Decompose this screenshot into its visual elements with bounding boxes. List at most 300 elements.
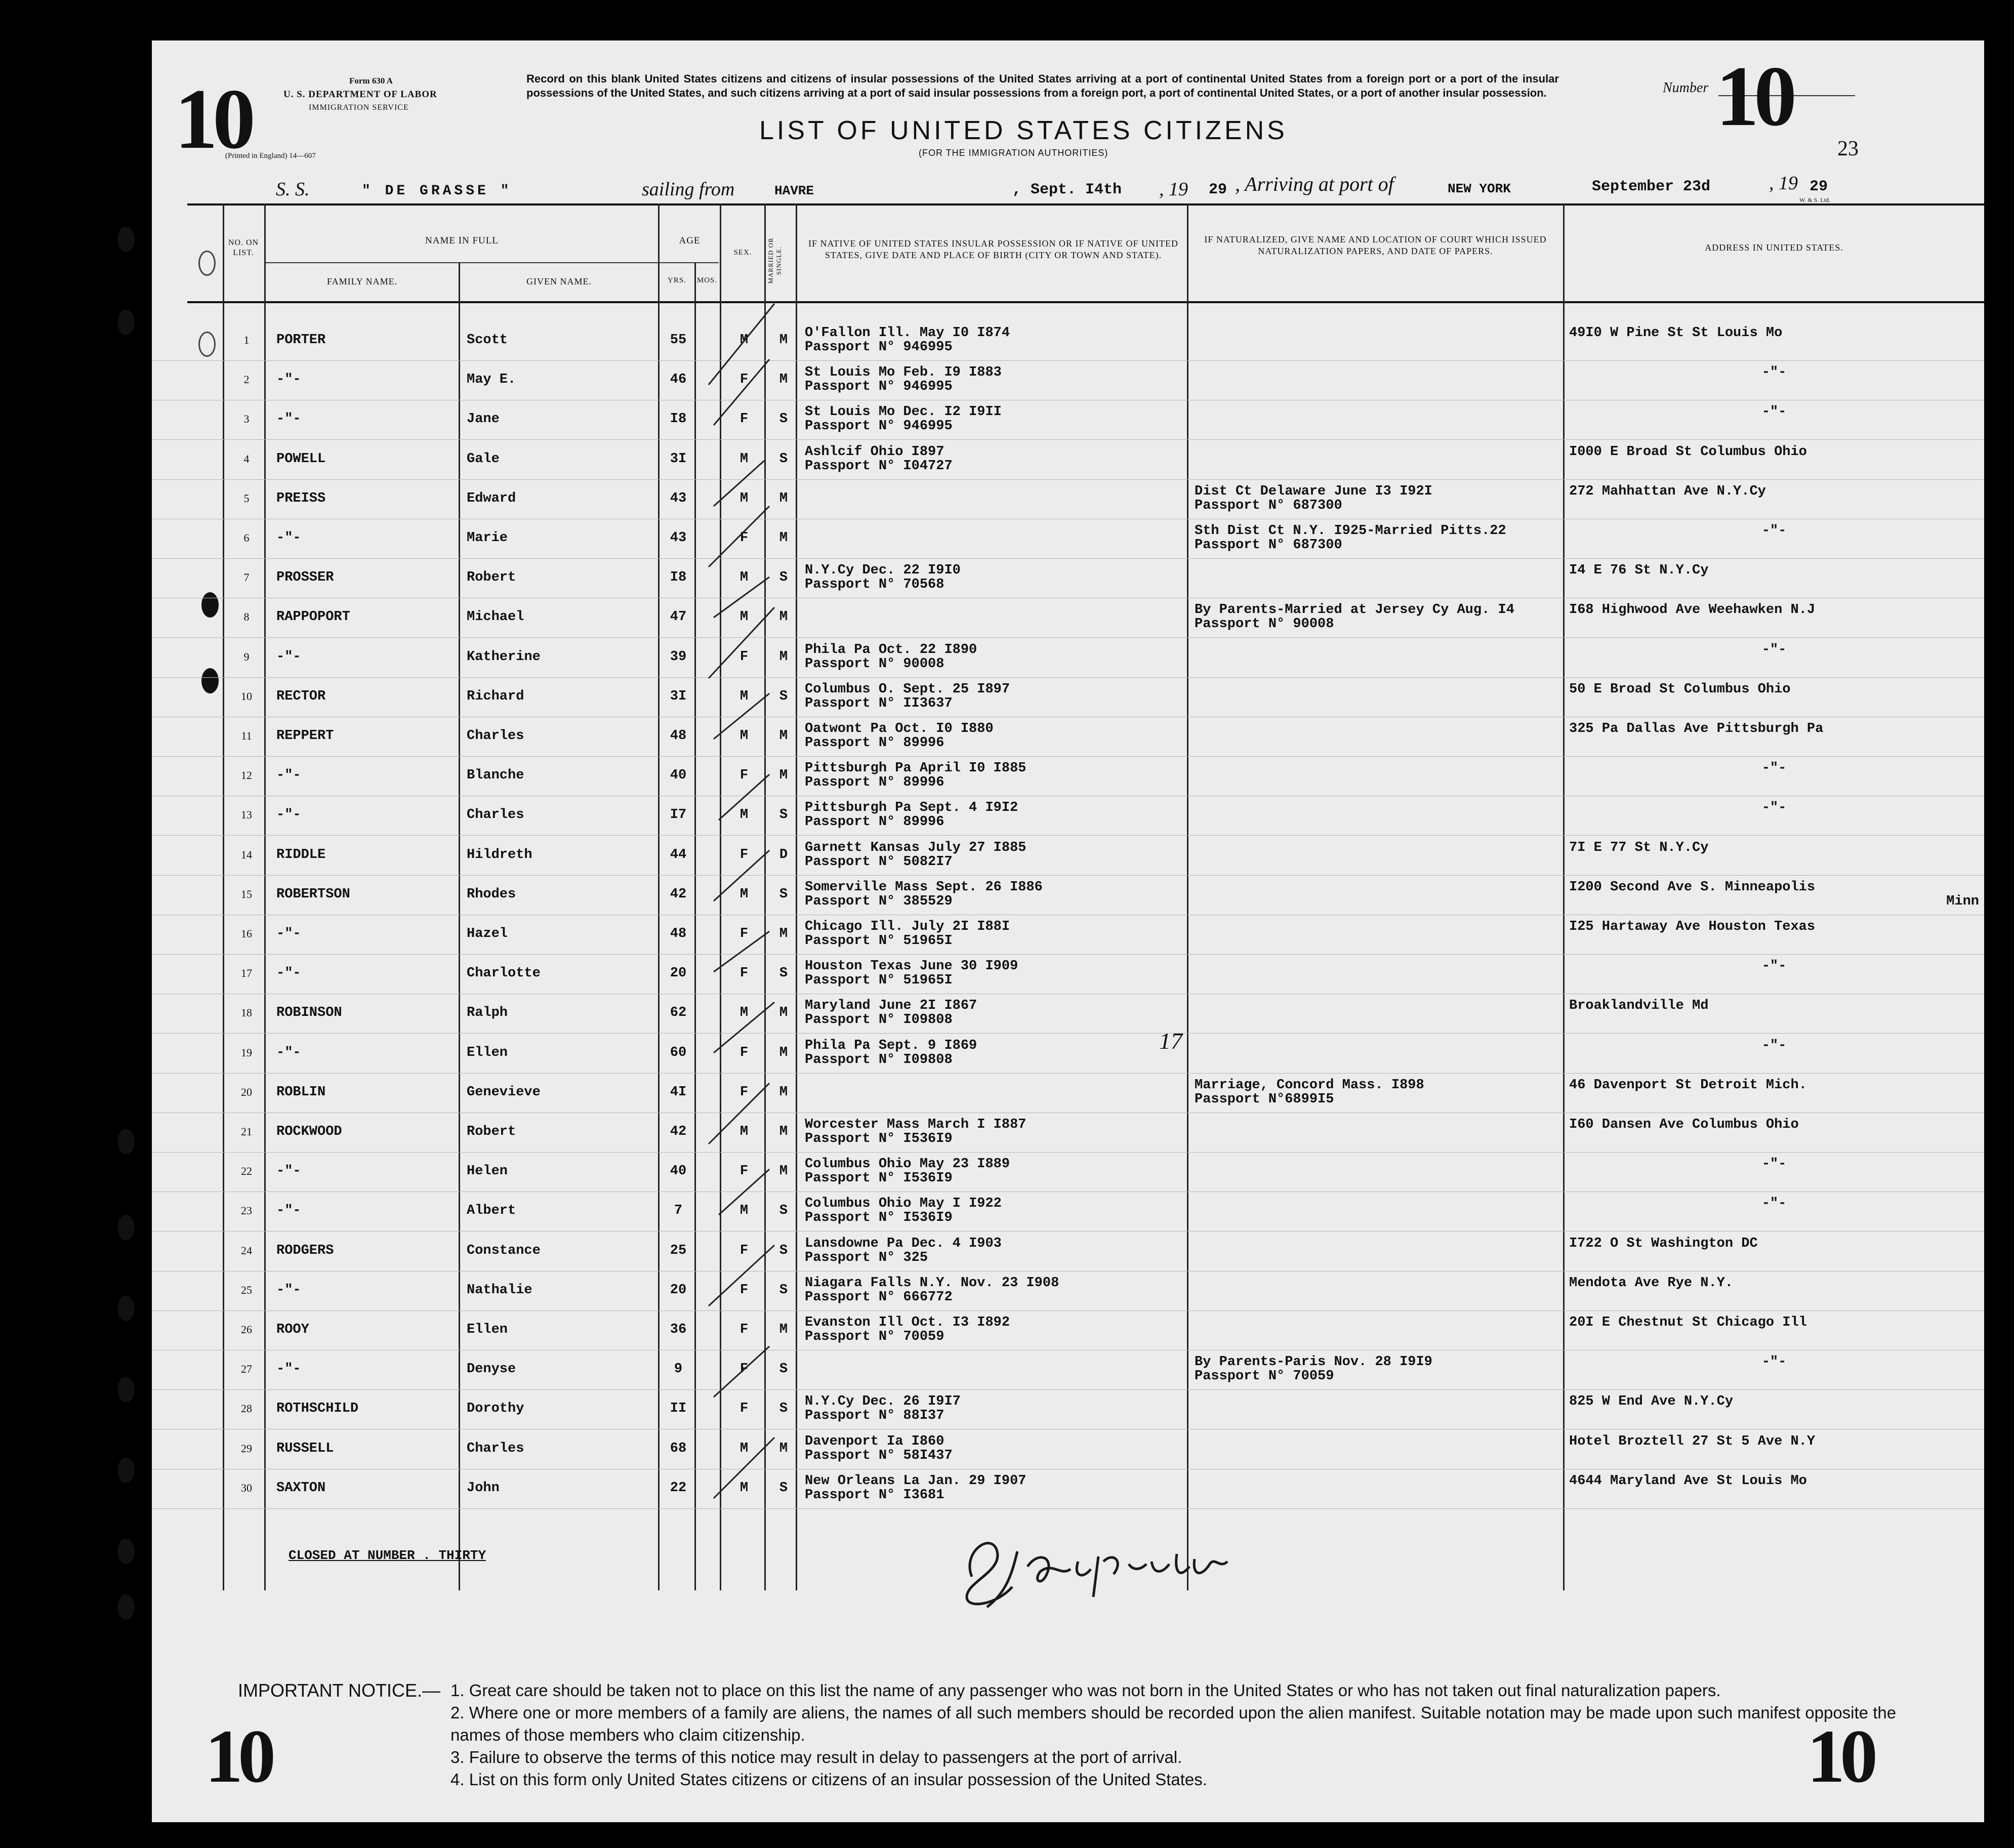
ss-label: S. S. [276,179,310,200]
row-rule [152,558,1984,559]
binder-hole [117,1377,135,1402]
given-name: Charles [467,728,524,744]
family-name: RIDDLE [276,847,326,863]
marital-status: S [779,1243,788,1258]
department: U. S. DEPARTMENT OF LABOR [283,89,437,100]
row-number: 29 [241,1442,252,1455]
address: 49I0 W Pine St St Louis Mo [1569,325,1783,341]
sex: M [739,807,749,823]
sex: F [739,412,749,427]
sex: M [739,333,749,348]
marital-status: D [779,847,788,863]
birth-passport: Passport N° 325 [805,1250,928,1265]
corner-number-bottom-left: 10 [205,1714,271,1798]
address: 46 Davenport St Detroit Mich. [1569,1078,1807,1093]
age-years: 42 [670,1124,687,1139]
marital-status: M [779,609,788,625]
row-number: 19 [241,1046,252,1059]
family-name: -"- [276,926,301,941]
notice-item-3: 3. Failure to observe the terms of this notice may result in delay to passengers at the port of arrival. [450,1748,1182,1767]
age-years: 9 [674,1362,683,1377]
col-header-age: AGE [679,235,701,246]
given-name: Scott [467,333,508,348]
col-divider [264,203,266,1590]
header-bottom-border [187,301,1984,303]
given-name: Richard [467,689,524,704]
sailing-year: 29 [1209,181,1227,198]
family-name: ROTHSCHILD [276,1401,359,1416]
address: -"- [1761,365,1787,380]
naturalization-court: Sth Dist Ct N.Y. I925-Married Pitts.22 [1195,523,1506,539]
marital-status: S [779,887,788,902]
family-name: -"- [276,807,301,823]
age-years: I8 [670,412,687,427]
age-years: 43 [670,491,687,506]
birth-passport: Passport N° I536I9 [805,1171,953,1186]
marital-status: M [779,1124,788,1139]
binder-hole [117,310,135,335]
address: -"- [1761,1196,1787,1211]
address: I68 Highwood Ave Weehawken N.J [1569,602,1816,618]
page-number: 23 [1837,137,1859,160]
birth-passport: Passport N° 89996 [805,775,944,790]
family-name: ROCKWOOD [276,1124,342,1139]
naturalization-passport: Passport N° 687300 [1195,498,1342,513]
sex: M [739,1441,749,1456]
sex: F [739,1164,749,1179]
row-rule [152,756,1984,757]
address: I000 E Broad St Columbus Ohio [1569,444,1807,460]
binder-hole [117,227,135,252]
sex: F [739,1085,749,1100]
age-years: 62 [670,1005,687,1020]
address: -"- [1761,523,1787,539]
address: -"- [1761,1354,1787,1370]
binder-hole [117,1296,135,1321]
age-years: 43 [670,530,687,546]
birth-place-date: Niagara Falls N.Y. Nov. 23 I908 [805,1276,1059,1291]
given-name: Rhodes [467,887,516,902]
year-prefix-2: , 19 [1769,173,1798,194]
binder-hole [198,251,216,276]
birth-place-date: Ashlcif Ohio I897 [805,444,944,460]
given-name: Katherine [467,649,541,665]
birth-place-date: Oatwont Pa Oct. I0 I880 [805,721,994,736]
birth-passport: Passport N° I09808 [805,1012,953,1028]
family-name: ROBLIN [276,1085,326,1100]
given-name: Charles [467,807,524,823]
list-number: 10 [1716,49,1792,144]
marital-status: M [779,491,788,506]
row-rule [152,439,1984,440]
col-header-no: NO. ON LIST. [228,238,259,257]
arrival-date: September 23d [1592,178,1711,195]
birth-passport: Passport N° 88I37 [805,1408,944,1423]
row-number: 5 [243,492,250,505]
family-name: SAXTON [276,1481,326,1496]
family-name: REPPERT [276,728,334,744]
address: -"- [1761,404,1787,420]
address: -"- [1761,642,1787,658]
sex: F [739,1243,749,1258]
address: 272 Mahhattan Ave N.Y.Cy [1569,484,1766,499]
birth-place-date: Davenport Ia I860 [805,1434,944,1449]
row-number: 18 [241,1006,252,1019]
age-years: 7 [674,1203,683,1218]
naturalization-passport: Passport N° 687300 [1195,538,1342,553]
birth-passport: Passport N° 51965I [805,933,953,949]
family-name: PROSSER [276,570,334,585]
row-number: 30 [241,1482,252,1494]
col-header-yrs: YRS. [668,276,686,284]
marital-status: M [779,1164,788,1179]
given-name: Nathalie [467,1283,532,1298]
marital-status: S [779,689,788,704]
number-label: Number [1663,80,1709,96]
row-number: 14 [241,848,252,861]
arrival-port: NEW YORK [1448,181,1511,196]
col-divider [459,262,460,1590]
marital-status: M [779,372,788,387]
col-header-birth: IF NATIVE OF UNITED STATES INSULAR POSSESSION OR IF NATIVE OF UNITED STATES, GIVE DATE AND PLACE OF BIRTH (CITY OR TOWN AND STATE). [808,238,1179,260]
sex: M [739,451,749,467]
given-name: Dorothy [467,1401,524,1416]
family-name: -"- [276,372,301,387]
col-header-family: FAMILY NAME. [326,276,398,286]
given-name: Ellen [467,1045,508,1060]
sex: M [739,1203,749,1218]
given-name: Constance [467,1243,541,1258]
row-number: 9 [243,650,250,663]
sex: M [739,609,749,625]
given-name: Michael [467,609,524,625]
marital-status: M [779,1005,788,1020]
birth-place-date: Pittsburgh Pa Sept. 4 I9I2 [805,800,1018,815]
col-header-naturalized: IF NATURALIZED, GIVE NAME AND LOCATION OF COURT WHICH ISSUED NATURALIZATION PAPERS, AND DATE OF PAPERS. [1204,234,1547,256]
marital-status: M [779,768,788,783]
closed-at-note: CLOSED AT NUMBER . THIRTY [289,1548,486,1563]
corner-number-bottom-right: 10 [1807,1714,1873,1798]
given-name: John [467,1481,500,1496]
row-number: 11 [241,729,252,742]
arrival-year: 29 [1810,178,1828,195]
given-name: Marie [467,530,508,546]
col-header-name: NAME IN FULL [425,235,499,246]
row-rule [152,1389,1984,1390]
notice-item-4: 4. List on this form only United States citizens or citizens of an insular possession of the United States. [450,1770,1207,1789]
marital-status: S [779,1203,788,1218]
sex: F [739,1045,749,1060]
list-subtitle: (FOR THE IMMIGRATION AUTHORITIES) [919,148,1108,158]
birth-place-date: Lansdowne Pa Dec. 4 I903 [805,1236,1002,1251]
arriving-label: , Arriving at port of [1235,173,1394,195]
row-number: 13 [241,808,252,821]
address: I25 Hartaway Ave Houston Texas [1569,919,1816,934]
form-number: Form 630 A [349,76,393,86]
age-years: 48 [670,728,687,744]
given-name: Charles [467,1441,524,1456]
address-line-2: Minn [1946,894,1979,909]
sex: M [739,689,749,704]
row-number: 12 [241,769,252,782]
address: -"- [1761,959,1787,974]
age-years: 42 [670,887,687,902]
year-prefix-1: , 19 [1159,179,1188,200]
col-divider [1187,203,1188,1590]
birth-place-date: Pittsburgh Pa April I0 I885 [805,761,1026,776]
birth-passport: Passport N° 946995 [805,340,953,355]
birth-place-date: Maryland June 2I I867 [805,998,977,1013]
col-header-married: MARRIED OR SINGLE. [767,237,783,284]
family-name: ROBERTSON [276,887,350,902]
naturalization-court: Marriage, Concord Mass. I898 [1195,1078,1424,1093]
address: -"- [1761,1157,1787,1172]
birth-place-date: Phila Pa Oct. 22 I890 [805,642,977,658]
age-years: 46 [670,372,687,387]
birth-passport: Passport N° 946995 [805,419,953,434]
age-subheader-line [658,262,719,263]
age-years: 25 [670,1243,687,1258]
address: I200 Second Ave S. Minneapolis [1569,880,1816,895]
sex: M [739,1124,749,1139]
naturalization-court: By Parents-Married at Jersey Cy Aug. I4 [1195,602,1514,618]
record-instructions: Record on this blank United States citizens and citizens of insular possessions of the United States arriving at a port of continental United States from a foreign port or a port of the insular possessions of the United States, and such citizens arriving at a port of said insular possessions from a foreign port, a port of continental United States, or a port of another insular possession. [526,72,1559,99]
given-name: Charlotte [467,966,541,981]
inspector-signature [952,1521,1235,1612]
age-years: 44 [670,847,687,863]
corner-number-top-left: 10 [175,71,251,167]
given-name: Hazel [467,926,508,941]
row-rule [152,954,1984,955]
row-rule [152,1152,1984,1153]
col-header-address: ADDRESS IN UNITED STATES. [1705,242,1843,253]
birth-passport: Passport N° I3681 [805,1488,944,1503]
birth-place-date: Garnett Kansas July 27 I885 [805,840,1026,855]
birth-passport: Passport N° 89996 [805,814,944,830]
binder-hole [117,1129,135,1154]
family-name: -"- [276,1203,301,1218]
given-name: Hildreth [467,847,532,863]
binder-hole [201,668,219,693]
ship-name: " DE GRASSE " [362,183,512,199]
col-divider [658,203,660,1590]
given-name: Ellen [467,1322,508,1337]
age-years: II [670,1401,687,1416]
given-name: Denyse [467,1362,516,1377]
birth-place-date: St Louis Mo Dec. I2 I9II [805,404,1002,420]
address: 4644 Maryland Ave St Louis Mo [1569,1473,1807,1489]
row-rule [152,875,1984,876]
marital-status: S [779,1283,788,1298]
birth-place-date: Houston Texas June 30 I909 [805,959,1018,974]
marital-status: S [779,966,788,981]
service: IMMIGRATION SERVICE [309,103,409,112]
row-rule [152,479,1984,480]
birth-passport: Passport N° 5082I7 [805,854,953,870]
family-name: RUSSELL [276,1441,334,1456]
address: 50 E Broad St Columbus Ohio [1569,682,1791,697]
family-name: -"- [276,768,301,783]
row-number: 26 [241,1323,252,1336]
age-years: 60 [670,1045,687,1060]
row-number: 16 [241,927,252,940]
given-name: Edward [467,491,516,506]
marital-status: S [779,412,788,427]
family-name: -"- [276,1164,301,1179]
sailing-date: , Sept. I4th [1012,181,1122,198]
age-years: 4I [670,1085,687,1100]
marital-status: M [779,1085,788,1100]
address: -"- [1761,761,1787,776]
sex: F [739,1362,749,1377]
row-number: 1 [243,334,250,346]
address: Mendota Ave Rye N.Y. [1569,1276,1734,1291]
col-divider [1563,203,1565,1590]
birth-place-date: Columbus Ohio May I I922 [805,1196,1002,1211]
marital-status: S [779,1401,788,1416]
age-years: 39 [670,649,687,665]
row-number: 8 [243,610,250,623]
family-name: PORTER [276,333,326,348]
marital-status: S [779,451,788,467]
given-name: Robert [467,570,516,585]
marital-status: S [779,1481,788,1496]
marital-status: M [779,333,788,348]
address: I722 O St Washington DC [1569,1236,1758,1251]
marital-status: M [779,1441,788,1456]
printed-note: (Printed in England) 14—607 [225,152,316,160]
naturalization-passport: Passport N°6899I5 [1195,1092,1334,1107]
birth-passport: Passport N° I04727 [805,459,953,474]
sex: M [739,1481,749,1496]
marital-status: S [779,1362,788,1377]
age-years: 40 [670,1164,687,1179]
family-name: -"- [276,1045,301,1060]
birth-passport: Passport N° 51965I [805,973,953,988]
birth-passport: Passport N° 90008 [805,656,944,672]
address: -"- [1761,800,1787,815]
address: 7I E 77 St N.Y.Cy [1569,840,1709,855]
sex: F [739,530,749,546]
address: 825 W End Ave N.Y.Cy [1569,1394,1734,1409]
birth-place-date: N.Y.Cy Dec. 26 I9I7 [805,1394,961,1409]
sex: M [739,887,749,902]
marital-status: M [779,1045,788,1060]
marital-status: S [779,570,788,585]
birth-passport: Passport N° II3637 [805,696,953,711]
sex: F [739,847,749,863]
row-rule [152,1033,1984,1034]
binder-hole [117,1458,135,1483]
birth-place-date: Evanston Ill Oct. I3 I892 [805,1315,1010,1330]
birth-passport: Passport N° 70059 [805,1329,944,1344]
naturalization-court: By Parents-Paris Nov. 28 I9I9 [1195,1354,1432,1370]
margin-note: 17 [1159,1028,1182,1054]
address: Broaklandville Md [1569,998,1709,1013]
row-number: 28 [241,1402,252,1415]
family-name: -"- [276,966,301,981]
row-number: 15 [241,888,252,900]
birth-passport: Passport N° I536I9 [805,1131,953,1146]
family-name: -"- [276,649,301,665]
notice-item-1: 1. Great care should be taken not to place on this list the name of any passenger who was not born in the United States or who has not taken out final naturalization papers. [450,1681,1721,1700]
sex: F [739,649,749,665]
printer-mark: W. & S. Ltd. [1799,196,1830,203]
row-number: 2 [243,373,250,386]
list-title: LIST OF UNITED STATES CITIZENS [759,116,1288,145]
family-name: -"- [276,1283,301,1298]
row-number: 24 [241,1244,252,1257]
marital-status: M [779,649,788,665]
birth-place-date: St Louis Mo Feb. I9 I883 [805,365,1002,380]
row-rule [152,1310,1984,1311]
marital-status: M [779,1322,788,1337]
row-number: 27 [241,1363,252,1375]
family-name: RAPPOPORT [276,609,350,625]
sex: F [739,926,749,941]
birth-place-date: Phila Pa Sept. 9 I869 [805,1038,977,1053]
birth-place-date: Columbus O. Sept. 25 I897 [805,682,1010,697]
family-name: -"- [276,530,301,546]
sex: F [739,1322,749,1337]
birth-passport: Passport N° I09808 [805,1052,953,1067]
marital-status: S [779,807,788,823]
col-divider [694,262,696,1590]
naturalization-passport: Passport N° 90008 [1195,617,1334,632]
family-name: -"- [276,1362,301,1377]
birth-place-date: Somerville Mass Sept. 26 I886 [805,880,1043,895]
row-number: 17 [241,967,252,979]
given-name: Jane [467,412,500,427]
birth-passport: Passport N° 946995 [805,379,953,394]
row-number: 20 [241,1086,252,1098]
notice-label: IMPORTANT NOTICE.— [238,1680,441,1701]
family-name: PREISS [276,491,326,506]
col-header-mos: MOS. [696,276,718,284]
age-years: 20 [670,966,687,981]
family-name: RECTOR [276,689,326,704]
col-header-sex: SEX. [733,249,752,257]
sailing-from: HAVRE [774,183,814,198]
birth-passport: Passport N° I536I9 [805,1210,953,1225]
row-rule [152,835,1984,836]
age-years: 22 [670,1481,687,1496]
row-number: 25 [241,1284,252,1296]
age-years: 3I [670,689,687,704]
binder-hole [201,592,219,618]
family-name: -"- [276,412,301,427]
family-name: ROOY [276,1322,309,1337]
row-number: 10 [241,690,252,703]
birth-passport: Passport N° 70568 [805,577,944,592]
given-name: Helen [467,1164,508,1179]
row-number: 6 [243,531,250,544]
sex: F [739,768,749,783]
sex: F [739,966,749,981]
row-number: 22 [241,1165,252,1177]
age-years: I8 [670,570,687,585]
row-rule [152,1508,1984,1509]
given-name: Gale [467,451,500,467]
birth-passport: Passport N° 666772 [805,1290,953,1305]
row-number: 3 [243,413,250,425]
birth-place-date: Worcester Mass March I I887 [805,1117,1026,1132]
sex: M [739,491,749,506]
address: Hotel Broztell 27 St 5 Ave N.Y [1569,1434,1816,1449]
age-years: 20 [670,1283,687,1298]
age-years: 47 [670,609,687,625]
birth-place-date: Chicago Ill. July 2I I88I [805,919,1010,934]
